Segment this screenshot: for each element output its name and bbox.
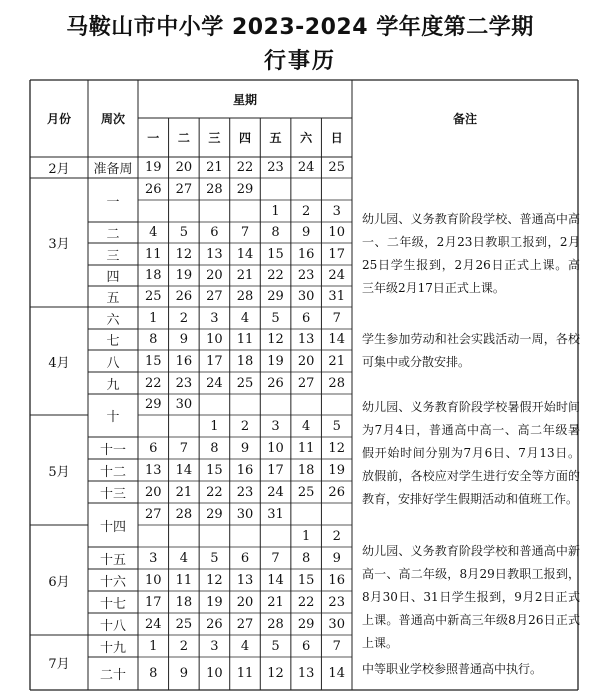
- day-cell: 13: [297, 332, 315, 347]
- day-cell: 5: [179, 225, 188, 240]
- day-cell: 23: [267, 160, 284, 175]
- day-cell: 1: [301, 528, 311, 544]
- day-cell: 7: [332, 638, 341, 654]
- day-cell: 26: [206, 616, 223, 632]
- week-label: 十: [106, 410, 120, 425]
- day-cell: 13: [297, 666, 315, 681]
- note-summer-break: 幼儿园、义务教育阶段学校暑假开始时间为7月4日，普通高中高一、高二年级暑假开始时间分别为7月6日、7月13日。放假前，各校应对学生进行安全等方面的教育，安排好学生假期活动和值班工作。: [362, 400, 580, 506]
- day-cell: 9: [301, 225, 311, 240]
- day-cell: 26: [267, 375, 284, 391]
- day-cell: 16: [236, 462, 254, 478]
- day-cell: 14: [328, 332, 345, 347]
- day-cell: 8: [210, 440, 219, 456]
- day-cell: 5: [210, 550, 219, 566]
- day-cell: 24: [267, 484, 284, 500]
- day-cell: 29: [267, 289, 284, 304]
- day-cell: 1: [210, 418, 219, 434]
- day-cell: 26: [328, 484, 345, 500]
- day-cell: 16: [328, 572, 345, 588]
- month-label: 6月: [48, 574, 70, 590]
- day-cell: 25: [145, 289, 162, 304]
- day-cell: 4: [149, 225, 158, 240]
- note-vocational: 中等职业学校参照普通高中执行。: [362, 662, 543, 676]
- month-label: 2月: [48, 162, 70, 177]
- day-cell: [260, 178, 291, 200]
- day-cell: 18: [145, 268, 162, 283]
- day-cell: 31: [328, 289, 345, 304]
- day-cell: 29: [206, 506, 223, 522]
- day-cell: 9: [240, 440, 250, 456]
- day-cell: [260, 394, 291, 415]
- day-cell: 20: [145, 484, 162, 500]
- day-cell: 15: [206, 462, 223, 478]
- day-cell: 27: [175, 181, 193, 197]
- day-cell: [230, 525, 261, 547]
- day-cell: 5: [271, 310, 280, 326]
- week-label: 十七: [99, 596, 126, 612]
- day-cell: 3: [210, 310, 219, 326]
- day-cell: 22: [297, 594, 315, 610]
- day-cell: 6: [240, 550, 250, 566]
- day-cell: 8: [149, 666, 158, 681]
- month-label: 4月: [48, 355, 70, 371]
- day-cell: 26: [145, 181, 162, 197]
- day-cell: 30: [297, 289, 315, 304]
- day-cell: 4: [240, 638, 250, 654]
- day-cell: [199, 200, 230, 222]
- day-cell: 6: [149, 440, 158, 456]
- week-label: 九: [106, 377, 120, 393]
- week-label: 十六: [99, 574, 126, 590]
- day-cell: 24: [206, 375, 223, 391]
- day-cell: 26: [175, 289, 193, 304]
- week-label: 十三: [99, 486, 126, 502]
- day-cell: 2: [301, 203, 311, 219]
- day-cell: 2: [179, 310, 188, 326]
- day-cell: 28: [175, 506, 193, 522]
- day-cell: 21: [328, 353, 345, 369]
- day-cell: 27: [297, 375, 315, 391]
- day-cell: 6: [301, 638, 311, 654]
- day-cell: 22: [145, 375, 162, 391]
- day-cell: [138, 415, 169, 437]
- day-cell: 25: [297, 484, 315, 500]
- day-cell: 18: [175, 594, 193, 610]
- day-cell: 14: [236, 246, 254, 262]
- day-cell: 31: [267, 506, 284, 522]
- week-label: 一: [106, 194, 120, 210]
- day-cell: 20: [297, 353, 315, 369]
- day-cell: 30: [236, 506, 254, 522]
- day-cell: [169, 200, 200, 222]
- day-cell: [291, 178, 322, 200]
- header-day: 一: [147, 131, 160, 145]
- day-cell: 27: [145, 506, 162, 522]
- day-cell: 13: [236, 572, 254, 588]
- day-cell: 10: [145, 572, 162, 588]
- day-cell: 19: [328, 462, 345, 478]
- day-cell: 7: [240, 225, 250, 240]
- day-cell: 25: [175, 616, 193, 632]
- day-cell: 21: [236, 268, 254, 283]
- day-cell: 2: [179, 638, 188, 654]
- day-cell: 19: [267, 353, 284, 369]
- week-label: 二: [106, 227, 120, 242]
- day-cell: 1: [149, 310, 158, 326]
- week-label: 十二: [99, 464, 126, 480]
- day-cell: 1: [271, 203, 280, 219]
- day-cell: 24: [297, 160, 315, 175]
- day-cell: [230, 394, 261, 415]
- month-label: 5月: [48, 464, 70, 480]
- day-cell: 22: [267, 268, 284, 283]
- day-cell: 2: [240, 418, 250, 434]
- header-month: 月份: [46, 112, 71, 126]
- header-notes: 备注: [452, 112, 477, 126]
- day-cell: 5: [271, 638, 280, 654]
- week-label: 三: [106, 248, 120, 264]
- day-cell: [321, 178, 352, 200]
- day-cell: 12: [267, 666, 284, 681]
- day-cell: 3: [149, 550, 158, 566]
- day-cell: 17: [267, 462, 284, 478]
- day-cell: 17: [328, 246, 345, 262]
- week-label: 二十: [99, 668, 126, 683]
- header-day: 二: [177, 131, 190, 145]
- day-cell: 21: [267, 594, 284, 610]
- week-label: 十一: [99, 442, 126, 458]
- day-cell: 22: [206, 484, 223, 500]
- day-cell: 29: [145, 397, 162, 412]
- day-cell: 11: [175, 572, 193, 588]
- day-cell: 8: [301, 550, 311, 566]
- day-cell: 17: [145, 594, 162, 610]
- week-label: 七: [106, 334, 120, 349]
- day-cell: 27: [206, 289, 223, 304]
- day-cell: 14: [267, 572, 284, 588]
- week-label: 十八: [99, 618, 126, 634]
- day-cell: 15: [267, 246, 284, 262]
- header-day: 五: [269, 131, 282, 145]
- day-cell: 27: [236, 616, 254, 632]
- day-cell: [260, 525, 291, 547]
- month-label: 7月: [48, 657, 70, 672]
- day-cell: 28: [328, 375, 345, 391]
- day-cell: 17: [206, 353, 223, 369]
- day-cell: 6: [301, 310, 311, 326]
- day-cell: 14: [175, 462, 193, 478]
- day-cell: 18: [236, 353, 254, 369]
- day-cell: 10: [206, 332, 223, 347]
- day-cell: 9: [179, 666, 188, 681]
- day-cell: 21: [206, 160, 223, 175]
- note-labor-week: 学生参加劳动和社会实践活动一周，各校可集中或分散安排。: [362, 332, 580, 369]
- week-label: 四: [106, 270, 120, 285]
- day-cell: 15: [145, 353, 162, 369]
- day-cell: 19: [145, 160, 162, 175]
- week-label: 八: [106, 355, 120, 371]
- day-cell: 11: [297, 440, 315, 456]
- day-cell: 7: [332, 310, 341, 326]
- day-cell: 13: [206, 246, 223, 262]
- day-cell: [321, 394, 352, 415]
- day-cell: 7: [179, 440, 188, 456]
- day-cell: [230, 200, 261, 222]
- day-cell: 10: [328, 225, 345, 240]
- day-cell: [138, 525, 169, 547]
- week-label: 十四: [99, 519, 126, 535]
- day-cell: [169, 415, 200, 437]
- header-week: 周次: [100, 112, 125, 126]
- day-cell: 28: [236, 289, 254, 304]
- day-cell: 15: [297, 572, 315, 588]
- week-label: 十九: [99, 640, 126, 656]
- day-cell: 3: [210, 638, 219, 654]
- day-cell: 7: [271, 550, 280, 566]
- header-day: 日: [330, 131, 343, 145]
- day-cell: 23: [236, 484, 254, 500]
- day-cell: 21: [175, 484, 193, 500]
- day-cell: [138, 200, 169, 222]
- day-cell: 1: [149, 638, 158, 654]
- week-label: 准备周: [93, 162, 133, 177]
- day-cell: [199, 394, 230, 415]
- day-cell: 24: [328, 268, 345, 283]
- document-subtitle: 行事历: [263, 49, 336, 74]
- day-cell: 8: [149, 332, 158, 347]
- day-cell: 30: [328, 616, 345, 632]
- day-cell: 30: [175, 397, 193, 412]
- day-cell: 25: [236, 375, 254, 391]
- day-cell: 23: [175, 375, 193, 391]
- day-cell: 16: [175, 353, 193, 369]
- day-cell: 28: [267, 616, 284, 632]
- day-cell: 3: [332, 203, 341, 219]
- day-cell: 29: [297, 616, 315, 632]
- day-cell: 12: [206, 572, 223, 588]
- document-title: 马鞍山市中小学 2023-2024 学年度第二学期: [66, 15, 534, 40]
- day-cell: 12: [267, 332, 284, 347]
- day-cell: 14: [328, 666, 345, 681]
- day-cell: 11: [145, 246, 162, 262]
- day-cell: 22: [236, 160, 254, 175]
- day-cell: 11: [236, 332, 254, 347]
- day-cell: 8: [271, 225, 280, 240]
- day-cell: 4: [179, 550, 188, 566]
- header-weekday-group: 星期: [232, 92, 257, 107]
- header-day: 六: [300, 131, 313, 145]
- day-cell: 20: [175, 160, 193, 175]
- day-cell: 4: [240, 310, 250, 326]
- day-cell: 20: [236, 594, 254, 610]
- day-cell: 13: [145, 462, 162, 478]
- day-cell: 10: [206, 666, 223, 681]
- week-label: 五: [106, 291, 120, 306]
- day-cell: 3: [271, 418, 280, 434]
- day-cell: 12: [175, 246, 193, 262]
- week-label: 十五: [99, 552, 126, 568]
- note-next-semester: 幼儿园、义务教育阶段学校和普通高中新高一、高二年级，8月29日教职工报到，8月30日、31日学生报到，9月2日正式上课。普通高中新高三年级8月26日正式上课。: [362, 544, 580, 650]
- day-cell: 19: [175, 268, 193, 283]
- day-cell: 25: [328, 160, 345, 175]
- header-day: 三: [208, 131, 221, 145]
- day-cell: 11: [236, 666, 254, 681]
- day-cell: 19: [206, 594, 223, 610]
- day-cell: 20: [206, 268, 223, 283]
- month-label: 3月: [48, 237, 70, 252]
- day-cell: 9: [179, 332, 188, 347]
- day-cell: 6: [210, 225, 219, 240]
- day-cell: 2: [332, 528, 341, 544]
- day-cell: 5: [332, 418, 341, 434]
- header-day: 四: [238, 131, 251, 145]
- week-label: 六: [106, 312, 120, 328]
- day-cell: 12: [328, 440, 345, 456]
- day-cell: [199, 525, 230, 547]
- day-cell: 29: [236, 181, 254, 197]
- day-cell: [291, 394, 322, 415]
- day-cell: 28: [206, 181, 223, 197]
- day-cell: [321, 503, 352, 525]
- day-cell: 16: [297, 246, 315, 262]
- day-cell: 24: [145, 616, 162, 632]
- note-semester-start: 幼儿园、义务教育阶段学校、普通高中高一、二年级，2月23日教职工报到，2月25日学生报到，2月26日正式上课。高三年级2月17日正式上课。: [362, 212, 580, 295]
- day-cell: 23: [328, 594, 345, 610]
- day-cell: [291, 503, 322, 525]
- day-cell: 10: [267, 440, 284, 456]
- day-cell: 18: [297, 462, 315, 478]
- day-cell: 23: [297, 268, 315, 283]
- day-cell: 9: [332, 550, 341, 566]
- day-cell: 4: [301, 418, 311, 434]
- day-cell: [169, 525, 200, 547]
